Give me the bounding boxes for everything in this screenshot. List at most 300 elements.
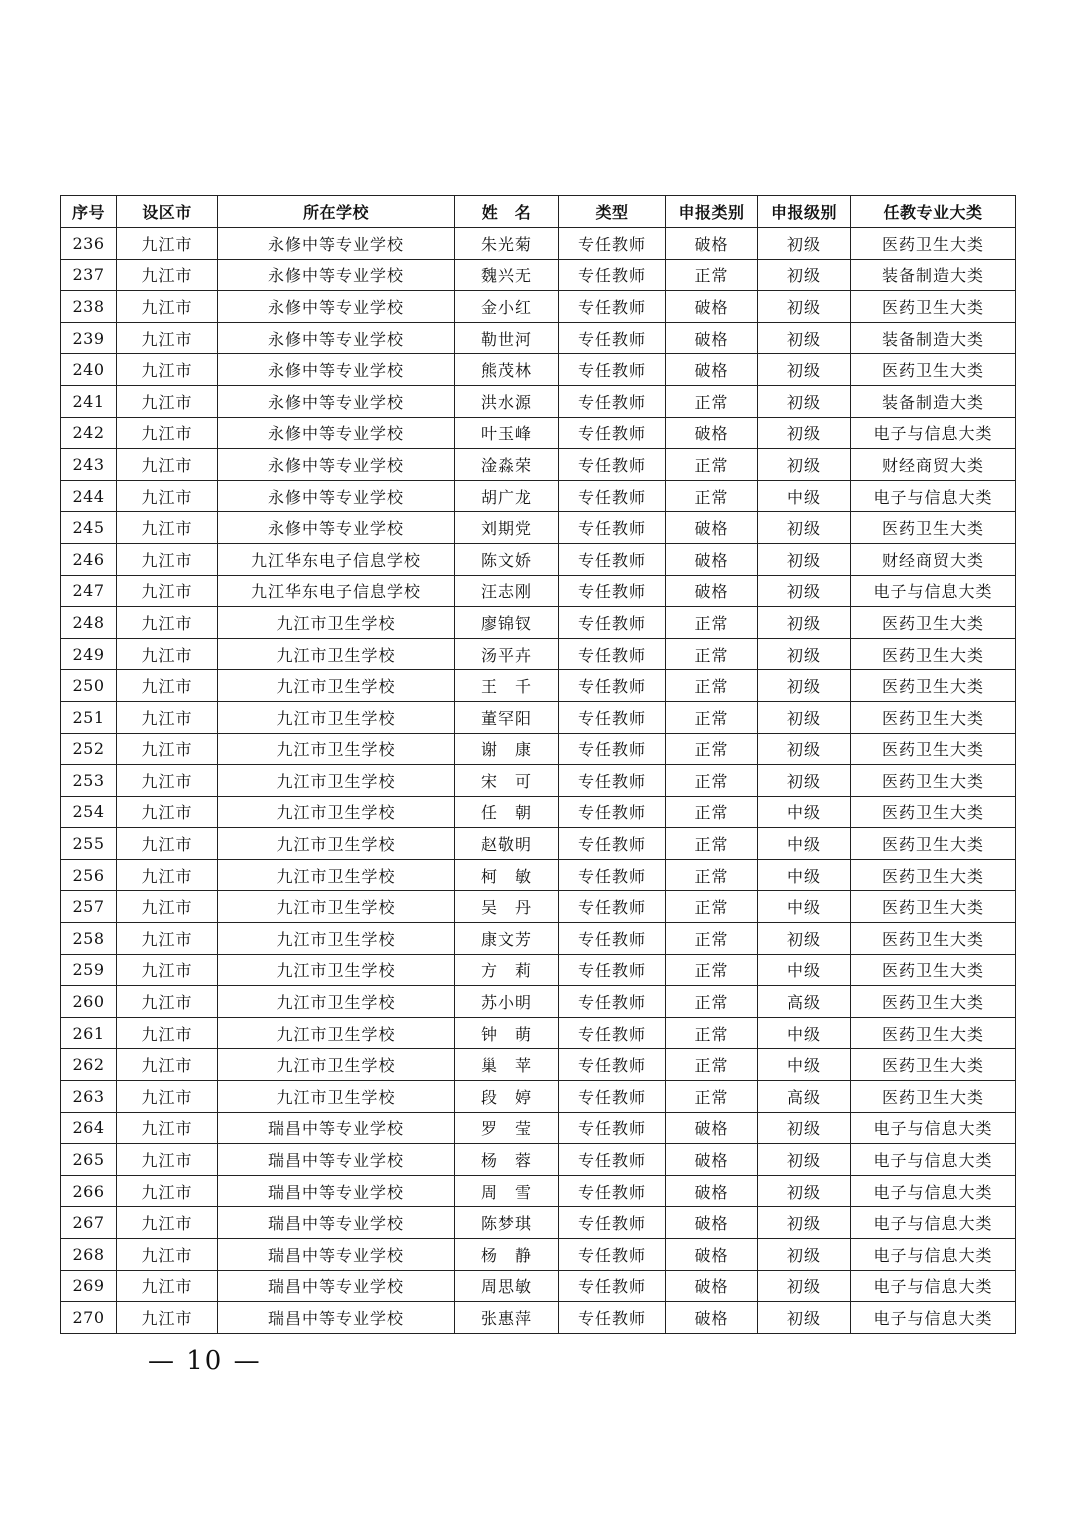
cell-application-level: 初级 [758, 638, 851, 670]
cell-application-category: 正常 [666, 954, 758, 986]
cell-application-category: 正常 [666, 670, 758, 702]
cell-major-category: 电子与信息大类 [851, 1239, 1016, 1271]
cell-city: 九江市 [117, 607, 218, 639]
cell-city: 九江市 [117, 828, 218, 860]
cell-name: 汤平卉 [455, 638, 559, 670]
cell-application-level: 中级 [758, 828, 851, 860]
cell-type: 专任教师 [559, 733, 666, 765]
cell-name: 方 莉 [455, 954, 559, 986]
cell-type: 专任教师 [559, 607, 666, 639]
cell-name: 王 千 [455, 670, 559, 702]
cell-serial-number: 250 [61, 670, 117, 702]
cell-major-category: 电子与信息大类 [851, 1112, 1016, 1144]
cell-school: 永修中等专业学校 [218, 449, 455, 481]
cell-school: 瑞昌中等专业学校 [218, 1302, 455, 1334]
cell-city: 九江市 [117, 638, 218, 670]
cell-major-category: 医药卫生大类 [851, 1049, 1016, 1081]
cell-major-category: 医药卫生大类 [851, 859, 1016, 891]
cell-type: 专任教师 [559, 543, 666, 575]
cell-school: 九江市卫生学校 [218, 859, 455, 891]
cell-application-category: 破格 [666, 1302, 758, 1334]
cell-type: 专任教师 [559, 354, 666, 386]
cell-school: 九江市卫生学校 [218, 1081, 455, 1113]
cell-type: 专任教师 [559, 1207, 666, 1239]
table-row [61, 417, 1016, 449]
cell-type: 专任教师 [559, 480, 666, 512]
cell-application-category: 破格 [666, 1207, 758, 1239]
cell-school: 九江市卫生学校 [218, 701, 455, 733]
cell-city: 九江市 [117, 291, 218, 323]
cell-application-category: 正常 [666, 701, 758, 733]
cell-type: 专任教师 [559, 923, 666, 955]
table-row [61, 986, 1016, 1018]
cell-major-category: 财经商贸大类 [851, 449, 1016, 481]
cell-application-category: 破格 [666, 1144, 758, 1176]
cell-city: 九江市 [117, 322, 218, 354]
cell-name: 周 雪 [455, 1175, 559, 1207]
table-body [61, 228, 1016, 1334]
cell-application-level: 初级 [758, 1302, 851, 1334]
cell-application-category: 正常 [666, 607, 758, 639]
cell-application-level: 中级 [758, 859, 851, 891]
cell-school: 九江华东电子信息学校 [218, 543, 455, 575]
cell-major-category: 医药卫生大类 [851, 291, 1016, 323]
table-row [61, 1207, 1016, 1239]
cell-serial-number: 266 [61, 1175, 117, 1207]
table-row [61, 1017, 1016, 1049]
cell-application-category: 正常 [666, 1081, 758, 1113]
cell-name: 宋 可 [455, 765, 559, 797]
cell-type: 专任教师 [559, 828, 666, 860]
table-row [61, 228, 1016, 260]
cell-type: 专任教师 [559, 291, 666, 323]
cell-city: 九江市 [117, 1207, 218, 1239]
cell-school: 九江市卫生学校 [218, 670, 455, 702]
cell-application-category: 破格 [666, 1175, 758, 1207]
cell-city: 九江市 [117, 796, 218, 828]
cell-name: 叶玉峰 [455, 417, 559, 449]
cell-application-category: 破格 [666, 417, 758, 449]
cell-application-level: 初级 [758, 417, 851, 449]
cell-name: 董罕阳 [455, 701, 559, 733]
cell-major-category: 医药卫生大类 [851, 1017, 1016, 1049]
table-row [61, 733, 1016, 765]
cell-type: 专任教师 [559, 638, 666, 670]
cell-serial-number: 239 [61, 322, 117, 354]
cell-name: 谢 康 [455, 733, 559, 765]
cell-city: 九江市 [117, 1049, 218, 1081]
cell-major-category: 医药卫生大类 [851, 923, 1016, 955]
table-row [61, 1112, 1016, 1144]
cell-school: 瑞昌中等专业学校 [218, 1144, 455, 1176]
cell-type: 专任教师 [559, 259, 666, 291]
cell-city: 九江市 [117, 1081, 218, 1113]
cell-application-level: 初级 [758, 512, 851, 544]
cell-city: 九江市 [117, 417, 218, 449]
table-row [61, 607, 1016, 639]
cell-major-category: 医药卫生大类 [851, 512, 1016, 544]
cell-major-category: 医药卫生大类 [851, 228, 1016, 260]
cell-name: 刘期党 [455, 512, 559, 544]
cell-type: 专任教师 [559, 954, 666, 986]
cell-application-level: 初级 [758, 765, 851, 797]
cell-city: 九江市 [117, 765, 218, 797]
cell-city: 九江市 [117, 449, 218, 481]
cell-city: 九江市 [117, 701, 218, 733]
cell-name: 廖锦钗 [455, 607, 559, 639]
cell-major-category: 医药卫生大类 [851, 638, 1016, 670]
cell-major-category: 电子与信息大类 [851, 575, 1016, 607]
cell-application-category: 破格 [666, 228, 758, 260]
cell-name: 钟 萌 [455, 1017, 559, 1049]
cell-school: 九江市卫生学校 [218, 796, 455, 828]
cell-major-category: 医药卫生大类 [851, 354, 1016, 386]
cell-application-category: 正常 [666, 385, 758, 417]
cell-type: 专任教师 [559, 1302, 666, 1334]
cell-serial-number: 264 [61, 1112, 117, 1144]
cell-serial-number: 241 [61, 385, 117, 417]
cell-city: 九江市 [117, 354, 218, 386]
cell-application-category: 正常 [666, 859, 758, 891]
cell-application-level: 初级 [758, 291, 851, 323]
cell-type: 专任教师 [559, 449, 666, 481]
cell-application-category: 破格 [666, 512, 758, 544]
cell-application-category: 破格 [666, 1239, 758, 1271]
cell-serial-number: 257 [61, 891, 117, 923]
cell-name: 胡广龙 [455, 480, 559, 512]
cell-city: 九江市 [117, 512, 218, 544]
cell-serial-number: 259 [61, 954, 117, 986]
cell-city: 九江市 [117, 891, 218, 923]
cell-name: 洪水源 [455, 385, 559, 417]
cell-major-category: 医药卫生大类 [851, 796, 1016, 828]
cell-school: 瑞昌中等专业学校 [218, 1175, 455, 1207]
cell-application-category: 破格 [666, 1112, 758, 1144]
cell-type: 专任教师 [559, 1175, 666, 1207]
cell-school: 九江市卫生学校 [218, 923, 455, 955]
cell-type: 专任教师 [559, 322, 666, 354]
header-application-level: 申报级别 [758, 196, 851, 228]
cell-serial-number: 253 [61, 765, 117, 797]
cell-application-level: 初级 [758, 1112, 851, 1144]
cell-application-category: 正常 [666, 449, 758, 481]
cell-city: 九江市 [117, 670, 218, 702]
table-header-row [61, 196, 1016, 228]
cell-name: 朱光菊 [455, 228, 559, 260]
cell-major-category: 医药卫生大类 [851, 670, 1016, 702]
cell-school: 九江市卫生学校 [218, 954, 455, 986]
table-row [61, 701, 1016, 733]
cell-major-category: 电子与信息大类 [851, 480, 1016, 512]
cell-school: 永修中等专业学校 [218, 291, 455, 323]
table-row [61, 259, 1016, 291]
cell-city: 九江市 [117, 1017, 218, 1049]
cell-name: 魏兴无 [455, 259, 559, 291]
cell-major-category: 装备制造大类 [851, 322, 1016, 354]
cell-serial-number: 242 [61, 417, 117, 449]
cell-school: 永修中等专业学校 [218, 322, 455, 354]
cell-serial-number: 270 [61, 1302, 117, 1334]
cell-application-category: 正常 [666, 480, 758, 512]
cell-school: 永修中等专业学校 [218, 259, 455, 291]
cell-major-category: 装备制造大类 [851, 259, 1016, 291]
cell-application-level: 初级 [758, 1239, 851, 1271]
cell-major-category: 电子与信息大类 [851, 417, 1016, 449]
cell-school: 永修中等专业学校 [218, 354, 455, 386]
cell-application-level: 初级 [758, 607, 851, 639]
table-row [61, 1175, 1016, 1207]
cell-application-level: 初级 [758, 575, 851, 607]
cell-application-level: 初级 [758, 259, 851, 291]
cell-type: 专任教师 [559, 1017, 666, 1049]
cell-name: 杨 静 [455, 1239, 559, 1271]
cell-name: 金小红 [455, 291, 559, 323]
cell-application-level: 初级 [758, 733, 851, 765]
cell-name: 杨 蓉 [455, 1144, 559, 1176]
cell-serial-number: 240 [61, 354, 117, 386]
cell-school: 九江华东电子信息学校 [218, 575, 455, 607]
cell-application-level: 初级 [758, 354, 851, 386]
cell-application-level: 初级 [758, 923, 851, 955]
cell-school: 九江市卫生学校 [218, 1049, 455, 1081]
cell-serial-number: 245 [61, 512, 117, 544]
cell-application-category: 破格 [666, 543, 758, 575]
cell-type: 专任教师 [559, 385, 666, 417]
cell-major-category: 医药卫生大类 [851, 607, 1016, 639]
cell-school: 永修中等专业学校 [218, 417, 455, 449]
table-row [61, 1144, 1016, 1176]
cell-serial-number: 260 [61, 986, 117, 1018]
cell-application-level: 中级 [758, 1049, 851, 1081]
cell-school: 九江市卫生学校 [218, 828, 455, 860]
cell-major-category: 电子与信息大类 [851, 1270, 1016, 1302]
header-major-category: 任教专业大类 [851, 196, 1016, 228]
cell-application-level: 初级 [758, 1270, 851, 1302]
cell-application-category: 破格 [666, 322, 758, 354]
cell-name: 汪志刚 [455, 575, 559, 607]
cell-major-category: 电子与信息大类 [851, 1144, 1016, 1176]
cell-application-level: 初级 [758, 670, 851, 702]
cell-city: 九江市 [117, 1302, 218, 1334]
cell-city: 九江市 [117, 1112, 218, 1144]
cell-city: 九江市 [117, 1270, 218, 1302]
header-type: 类型 [559, 196, 666, 228]
cell-application-category: 正常 [666, 828, 758, 860]
cell-type: 专任教师 [559, 796, 666, 828]
cell-name: 熊茂林 [455, 354, 559, 386]
cell-school: 九江市卫生学校 [218, 765, 455, 797]
table-row [61, 291, 1016, 323]
cell-serial-number: 263 [61, 1081, 117, 1113]
cell-application-level: 初级 [758, 1144, 851, 1176]
table-row [61, 765, 1016, 797]
cell-serial-number: 268 [61, 1239, 117, 1271]
cell-application-category: 正常 [666, 259, 758, 291]
teacher-roster-table [60, 195, 1016, 1334]
cell-school: 九江市卫生学校 [218, 638, 455, 670]
cell-type: 专任教师 [559, 1144, 666, 1176]
cell-school: 九江市卫生学校 [218, 891, 455, 923]
table-row [61, 859, 1016, 891]
cell-name: 段 婷 [455, 1081, 559, 1113]
cell-major-category: 电子与信息大类 [851, 1302, 1016, 1334]
table-row [61, 828, 1016, 860]
table-row [61, 575, 1016, 607]
cell-application-category: 破格 [666, 575, 758, 607]
cell-application-level: 高级 [758, 986, 851, 1018]
table-row [61, 954, 1016, 986]
cell-type: 专任教师 [559, 417, 666, 449]
table-row [61, 1081, 1016, 1113]
cell-serial-number: 254 [61, 796, 117, 828]
table-row [61, 322, 1016, 354]
cell-type: 专任教师 [559, 670, 666, 702]
cell-school: 永修中等专业学校 [218, 480, 455, 512]
cell-serial-number: 258 [61, 923, 117, 955]
cell-school: 瑞昌中等专业学校 [218, 1239, 455, 1271]
cell-city: 九江市 [117, 1239, 218, 1271]
cell-name: 巢 苹 [455, 1049, 559, 1081]
cell-application-level: 中级 [758, 891, 851, 923]
table-row [61, 449, 1016, 481]
cell-serial-number: 236 [61, 228, 117, 260]
cell-application-category: 正常 [666, 1017, 758, 1049]
table-row [61, 1302, 1016, 1334]
cell-type: 专任教师 [559, 1239, 666, 1271]
cell-type: 专任教师 [559, 986, 666, 1018]
cell-major-category: 财经商贸大类 [851, 543, 1016, 575]
cell-type: 专任教师 [559, 1112, 666, 1144]
cell-type: 专任教师 [559, 891, 666, 923]
cell-name: 赵敬明 [455, 828, 559, 860]
cell-type: 专任教师 [559, 765, 666, 797]
cell-application-level: 初级 [758, 1207, 851, 1239]
cell-city: 九江市 [117, 385, 218, 417]
cell-type: 专任教师 [559, 1270, 666, 1302]
cell-name: 任 朝 [455, 796, 559, 828]
cell-major-category: 电子与信息大类 [851, 1175, 1016, 1207]
cell-name: 张惠萍 [455, 1302, 559, 1334]
cell-serial-number: 262 [61, 1049, 117, 1081]
cell-serial-number: 265 [61, 1144, 117, 1176]
header-school: 所在学校 [218, 196, 455, 228]
table-row [61, 923, 1016, 955]
cell-name: 罗 莹 [455, 1112, 559, 1144]
cell-name: 周思敏 [455, 1270, 559, 1302]
cell-name: 淦淼荣 [455, 449, 559, 481]
cell-name: 勒世河 [455, 322, 559, 354]
cell-application-level: 初级 [758, 701, 851, 733]
cell-application-category: 正常 [666, 765, 758, 797]
cell-serial-number: 251 [61, 701, 117, 733]
cell-application-level: 中级 [758, 796, 851, 828]
header-application-category: 申报类别 [666, 196, 758, 228]
cell-school: 九江市卫生学校 [218, 607, 455, 639]
cell-school: 九江市卫生学校 [218, 733, 455, 765]
table-row [61, 543, 1016, 575]
cell-application-category: 正常 [666, 733, 758, 765]
cell-city: 九江市 [117, 733, 218, 765]
cell-school: 永修中等专业学校 [218, 385, 455, 417]
cell-serial-number: 269 [61, 1270, 117, 1302]
cell-city: 九江市 [117, 923, 218, 955]
cell-serial-number: 243 [61, 449, 117, 481]
cell-type: 专任教师 [559, 575, 666, 607]
table-row [61, 354, 1016, 386]
cell-school: 瑞昌中等专业学校 [218, 1270, 455, 1302]
cell-name: 苏小明 [455, 986, 559, 1018]
cell-serial-number: 249 [61, 638, 117, 670]
cell-application-level: 初级 [758, 385, 851, 417]
cell-type: 专任教师 [559, 859, 666, 891]
cell-major-category: 装备制造大类 [851, 385, 1016, 417]
cell-school: 九江市卫生学校 [218, 986, 455, 1018]
cell-application-level: 初级 [758, 1175, 851, 1207]
cell-application-level: 高级 [758, 1081, 851, 1113]
cell-application-category: 正常 [666, 638, 758, 670]
cell-application-level: 初级 [758, 228, 851, 260]
header-name: 姓 名 [455, 196, 559, 228]
cell-serial-number: 237 [61, 259, 117, 291]
cell-school: 瑞昌中等专业学校 [218, 1112, 455, 1144]
cell-city: 九江市 [117, 954, 218, 986]
cell-city: 九江市 [117, 1175, 218, 1207]
page-number: — 10 — [148, 1346, 262, 1376]
cell-application-level: 初级 [758, 449, 851, 481]
cell-major-category: 医药卫生大类 [851, 733, 1016, 765]
cell-major-category: 医药卫生大类 [851, 701, 1016, 733]
header-city: 设区市 [117, 196, 218, 228]
cell-application-category: 正常 [666, 796, 758, 828]
table-row [61, 1239, 1016, 1271]
cell-serial-number: 261 [61, 1017, 117, 1049]
cell-application-category: 正常 [666, 923, 758, 955]
cell-serial-number: 246 [61, 543, 117, 575]
cell-name: 柯 敏 [455, 859, 559, 891]
cell-name: 康文芳 [455, 923, 559, 955]
cell-application-category: 正常 [666, 1049, 758, 1081]
cell-application-level: 初级 [758, 322, 851, 354]
cell-serial-number: 252 [61, 733, 117, 765]
cell-application-level: 初级 [758, 543, 851, 575]
cell-type: 专任教师 [559, 701, 666, 733]
cell-serial-number: 244 [61, 480, 117, 512]
cell-major-category: 医药卫生大类 [851, 828, 1016, 860]
cell-serial-number: 238 [61, 291, 117, 323]
cell-school: 九江市卫生学校 [218, 1017, 455, 1049]
cell-city: 九江市 [117, 575, 218, 607]
cell-major-category: 医药卫生大类 [851, 1081, 1016, 1113]
cell-serial-number: 247 [61, 575, 117, 607]
cell-serial-number: 248 [61, 607, 117, 639]
header-serial-number: 序号 [61, 196, 117, 228]
cell-school: 永修中等专业学校 [218, 512, 455, 544]
cell-serial-number: 256 [61, 859, 117, 891]
table-row [61, 796, 1016, 828]
cell-name: 陈梦琪 [455, 1207, 559, 1239]
cell-application-category: 破格 [666, 291, 758, 323]
cell-type: 专任教师 [559, 512, 666, 544]
table-row [61, 1270, 1016, 1302]
cell-major-category: 医药卫生大类 [851, 891, 1016, 923]
cell-application-category: 破格 [666, 354, 758, 386]
cell-major-category: 医药卫生大类 [851, 765, 1016, 797]
cell-school: 瑞昌中等专业学校 [218, 1207, 455, 1239]
cell-application-level: 中级 [758, 480, 851, 512]
table-row [61, 385, 1016, 417]
cell-name: 吴 丹 [455, 891, 559, 923]
table-row [61, 891, 1016, 923]
